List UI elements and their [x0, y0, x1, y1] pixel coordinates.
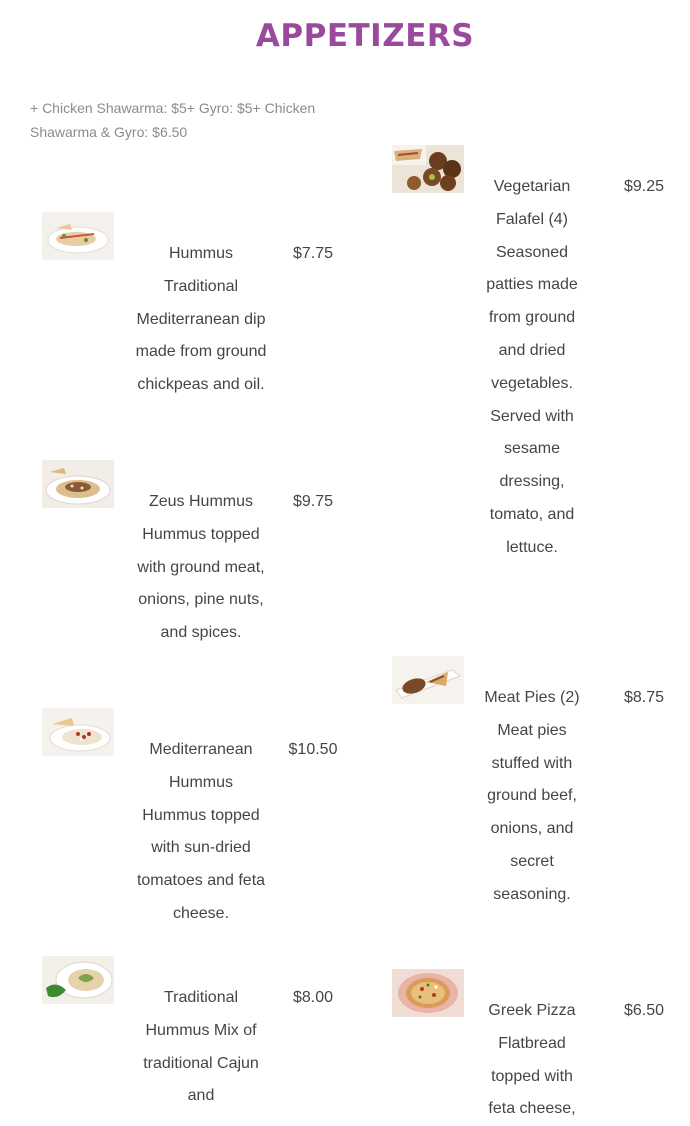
meat-pies-image: [392, 656, 464, 704]
page-title: APPETIZERS: [255, 18, 475, 54]
menu-item-price: $10.50: [288, 741, 338, 758]
menu-item-price: $6.50: [623, 1002, 665, 1019]
menu-item-description: Meat Pies (2) Meat pies stuffed with ground beef, onions, and secret seasoning.: [484, 689, 580, 903]
menu-item-description: Mediterranean Hummus Hummus topped with sun-dried tomatoes and feta cheese.: [136, 741, 266, 922]
menu-item-description: Greek Pizza Flatbread topped with feta cheese,: [488, 1002, 576, 1118]
menu-item-price: $8.00: [292, 989, 334, 1006]
menu-item-price: $8.75: [623, 689, 665, 706]
menu-item-price: $9.75: [292, 493, 334, 510]
menu-item-price: $9.25: [623, 178, 665, 195]
falafel-image: [392, 145, 464, 193]
menu-item-description: Traditional Hummus Mix of traditional Cajun and: [143, 989, 259, 1105]
menu-item-description: Zeus Hummus Hummus topped with ground meat, onions, pine nuts, and spices.: [137, 493, 265, 642]
menu-item-description: Vegetarian Falafel (4) Seasoned patties made from ground and dried vegetables. Served with sesame dressing, tomato, and lettuce.: [486, 178, 578, 556]
add-on-note: + Chicken Shawarma: $5+ Gyro: $5+ Chicken Shawarma & Gyro: $6.50: [30, 100, 316, 140]
hummus-plate-image: [42, 212, 114, 260]
menu-item-description: Hummus Traditional Mediterranean dip made from ground chickpeas and oil.: [135, 245, 267, 394]
mediterranean-hummus-image: [42, 708, 114, 756]
menu-item-price: $7.75: [292, 245, 334, 262]
greek-pizza-image: [392, 969, 464, 1017]
zeus-hummus-image: [42, 460, 114, 508]
traditional-hummus-image: [42, 956, 114, 1004]
